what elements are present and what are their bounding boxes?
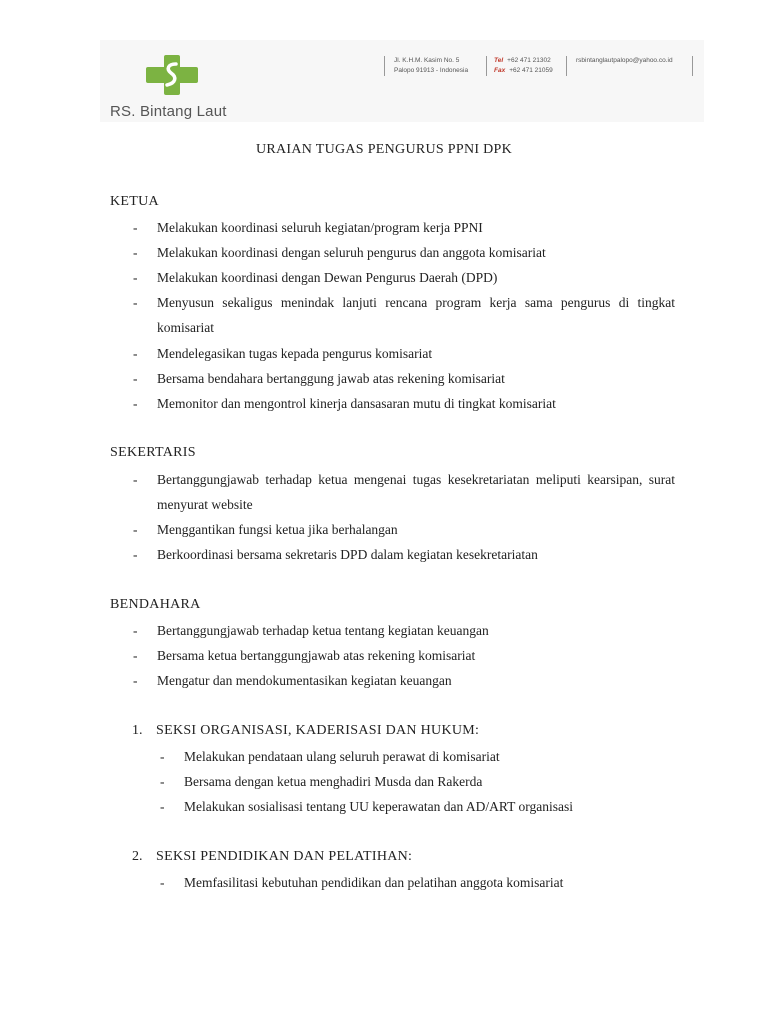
hospital-name: RS. Bintang Laut — [110, 103, 227, 120]
list-item — [133, 618, 675, 643]
section-heading: SEKSI PENDIDIKAN DAN PELATIHAN: — [156, 849, 413, 864]
address-line-1: Jl. K.H.M. Kasim No. 5 — [394, 57, 460, 64]
list-item — [133, 467, 675, 517]
list-bullet: - — [133, 295, 138, 310]
fax-value: +62 471 21059 — [509, 67, 553, 74]
list-item-text: Mengatur dan mendokumentasikan kegiatan keuangan — [157, 673, 452, 688]
list-bullet: - — [133, 673, 138, 688]
letterhead-divider — [566, 56, 567, 76]
section-heading-sekertaris: SEKERTARIS — [110, 445, 196, 460]
list-item-text: Bersama ketua bertanggungjawab atas rekening komisariat — [157, 648, 476, 663]
list-bullet: - — [133, 371, 138, 386]
list-bullet: - — [133, 346, 138, 361]
list-item-text: Bertanggungjawab terhadap ketua mengenai tugas kesekretariatan meliputi kearsipan, surat menyurat website — [157, 472, 675, 512]
list-item-text: Melakukan pendataan ulang seluruh perawat di komisariat — [184, 749, 500, 764]
list-item-text: Menggantikan fungsi ketua jika berhalangan — [157, 522, 398, 537]
list-bullet: - — [133, 245, 138, 260]
list-bullet: - — [133, 220, 138, 235]
list-item — [133, 265, 675, 290]
list-item-text: Mendelegasikan tugas kepada pengurus komisariat — [157, 346, 433, 361]
numbered-section-2 — [132, 849, 692, 869]
list-item — [160, 744, 675, 769]
list-item-text: Menyusun sekaligus menindak lanjuti rencana program kerja sama pengurus di tingkat komisariat — [157, 295, 675, 335]
list-item — [133, 517, 675, 542]
list-item — [133, 542, 675, 567]
list-item-text: Melakukan koordinasi seluruh kegiatan/program kerja PPNI — [157, 220, 483, 235]
list-item — [160, 769, 675, 794]
list-item — [160, 870, 675, 895]
list-item-text: Bersama bendahara bertanggung jawab atas rekening komisariat — [157, 371, 505, 386]
list-bullet: - — [160, 875, 165, 890]
letterhead-divider — [692, 56, 693, 76]
list-item-text: Melakukan sosialisasi tentang UU keperawatan dan AD/ART organisasi — [184, 799, 573, 814]
list-item-text: Bertanggungjawab terhadap ketua tentang kegiatan keuangan — [157, 623, 489, 638]
list-item-text: Memfasilitasi kebutuhan pendidikan dan pelatihan anggota komisariat — [184, 875, 564, 890]
list-item-text: Melakukan koordinasi dengan Dewan Pengurus Daerah (DPD) — [157, 270, 498, 285]
list-item — [133, 643, 675, 668]
list-bullet: - — [133, 648, 138, 663]
list-bullet: - — [133, 396, 138, 411]
document-title: URAIAN TUGAS PENGURUS PPNI DPK — [255, 142, 513, 157]
hospital-email — [576, 56, 673, 66]
list-bullet: - — [133, 547, 138, 562]
list-bullet: - — [133, 522, 138, 537]
section-heading-bendahara: BENDAHARA — [110, 597, 201, 612]
numbered-section-1 — [132, 723, 692, 743]
list-bullet: - — [160, 774, 165, 789]
list-bullet: - — [160, 799, 165, 814]
email-value: rsbintanglautpalopo@yahoo.co.id — [576, 57, 673, 64]
list-item — [133, 240, 675, 265]
letterhead-divider — [486, 56, 487, 76]
list-item — [133, 341, 675, 366]
tel-label: Tel — [494, 57, 504, 64]
list-item — [133, 391, 675, 416]
list-bullet: - — [133, 472, 138, 487]
list-bullet: - — [133, 623, 138, 638]
tel-value: +62 471 21302 — [507, 57, 551, 64]
list-item — [133, 290, 675, 340]
fax-label: Fax — [494, 67, 506, 74]
list-item — [133, 668, 675, 693]
hospital-phone-fax — [494, 56, 553, 76]
list-item-text: Berkoordinasi bersama sekretaris DPD dalam kegiatan kesekretariatan — [157, 547, 538, 562]
list-item-text: Memonitor dan mengontrol kinerja dansasaran mutu di tingkat komisariat — [157, 396, 556, 411]
list-item — [133, 215, 675, 240]
list-item — [160, 794, 675, 819]
hospital-address — [394, 56, 468, 76]
section-heading: SEKSI ORGANISASI, KADERISASI DAN HUKUM: — [156, 723, 480, 738]
section-heading-ketua: KETUA — [110, 194, 159, 209]
list-item-text: Melakukan koordinasi dengan seluruh pengurus dan anggota komisariat — [157, 245, 546, 260]
letterhead-divider — [384, 56, 385, 76]
list-bullet: - — [160, 749, 165, 764]
address-line-2: Palopo 91913 - Indonesia — [394, 67, 469, 74]
section-number: 2. — [132, 849, 143, 864]
section-number: 1. — [132, 723, 143, 738]
list-bullet: - — [133, 270, 138, 285]
hospital-logo-icon — [146, 55, 198, 95]
list-item — [133, 366, 675, 391]
list-item-text: Bersama dengan ketua menghadiri Musda dan Rakerda — [184, 774, 483, 789]
